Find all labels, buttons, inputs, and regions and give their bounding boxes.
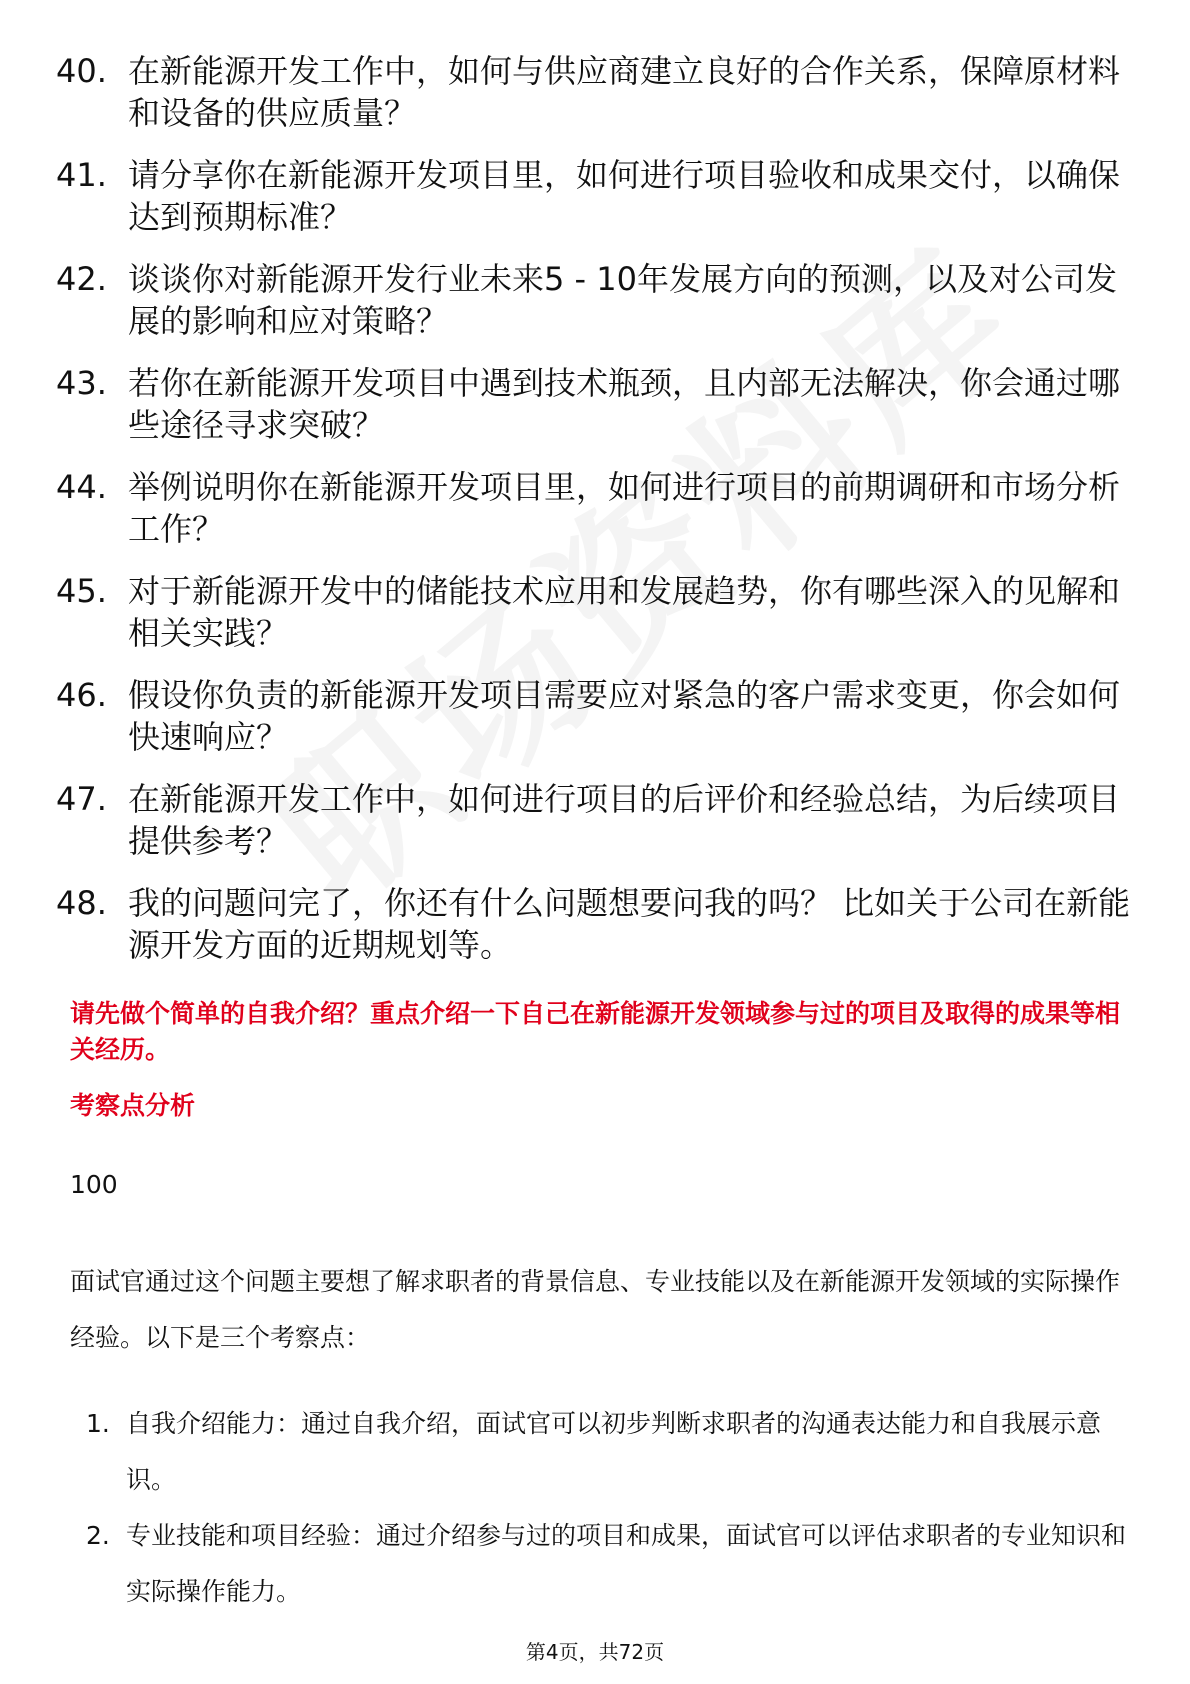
- point-text: 自我介绍能力：通过自我介绍，面试官可以初步判断求职者的沟通表达能力和自我展示意识。: [126, 1409, 1102, 1494]
- score-value: 100: [70, 1170, 118, 1199]
- question-number: 48.: [56, 884, 107, 922]
- point-number: 2.: [86, 1521, 110, 1550]
- question-item: [56, 362, 1136, 446]
- point-text: 专业技能和项目经验：通过介绍参与过的项目和成果，面试官可以评估求职者的专业知识和实际操作能力。: [126, 1521, 1127, 1606]
- question-text: 我的问题问完了，你还有什么问题想要问我的吗？ 比如关于公司在新能源开发方面的近期规划等。: [128, 884, 1131, 964]
- question-number: 45.: [56, 572, 107, 610]
- question-text: 谈谈你对新能源开发行业未来5 - 10年发展方向的预测，以及对公司发展的影响和应对策略？: [128, 260, 1117, 340]
- question-text: 请分享你在新能源开发项目里，如何进行项目验收和成果交付，以确保达到预期标准？: [128, 156, 1121, 236]
- point-number: 1.: [86, 1409, 110, 1438]
- question-text: 在新能源开发工作中，如何进行项目的后评价和经验总结，为后续项目提供参考？: [128, 780, 1121, 860]
- question-number: 46.: [56, 676, 107, 714]
- question-item: [56, 258, 1136, 342]
- question-number: 44.: [56, 468, 107, 506]
- point-item: [86, 1396, 1136, 1508]
- question-text: 若你在新能源开发项目中遇到技术瓶颈，且内部无法解决，你会通过哪些途径寻求突破？: [128, 364, 1121, 444]
- intro-paragraph: 面试官通过这个问题主要想了解求职者的背景信息、专业技能以及在新能源开发领域的实际操作经验。以下是三个考察点：: [70, 1267, 1121, 1352]
- question-number: 41.: [56, 156, 107, 194]
- question-item: [56, 50, 1136, 134]
- point-item: [86, 1508, 1136, 1620]
- question-text: 在新能源开发工作中，如何与供应商建立良好的合作关系，保障原材料和设备的供应质量？: [128, 52, 1121, 132]
- question-item: [56, 882, 1136, 966]
- question-number: 43.: [56, 364, 107, 402]
- question-item: [56, 570, 1136, 654]
- question-item: [56, 674, 1136, 758]
- question-number: 42.: [56, 260, 107, 298]
- point-list: [86, 1396, 1136, 1620]
- question-text: 对于新能源开发中的储能技术应用和发展趋势，你有哪些深入的见解和相关实践？: [128, 572, 1121, 652]
- question-text: 举例说明你在新能源开发项目里，如何进行项目的前期调研和市场分析工作？: [128, 468, 1121, 548]
- question-text: 假设你负责的新能源开发项目需要应对紧急的客户需求变更，你会如何快速响应？: [128, 676, 1121, 756]
- page-footer: 第4页，共72页: [525, 1640, 665, 1664]
- question-number: 47.: [56, 780, 107, 818]
- highlight-question: 请先做个简单的自我介绍？重点介绍一下自己在新能源开发领域参与过的项目及取得的成果等相关经历。: [70, 999, 1121, 1064]
- question-number: 40.: [56, 52, 107, 90]
- question-list: [56, 50, 1136, 986]
- question-item: [56, 778, 1136, 862]
- question-item: [56, 466, 1136, 550]
- question-item: [56, 154, 1136, 238]
- section-title: 考察点分析: [70, 1091, 196, 1120]
